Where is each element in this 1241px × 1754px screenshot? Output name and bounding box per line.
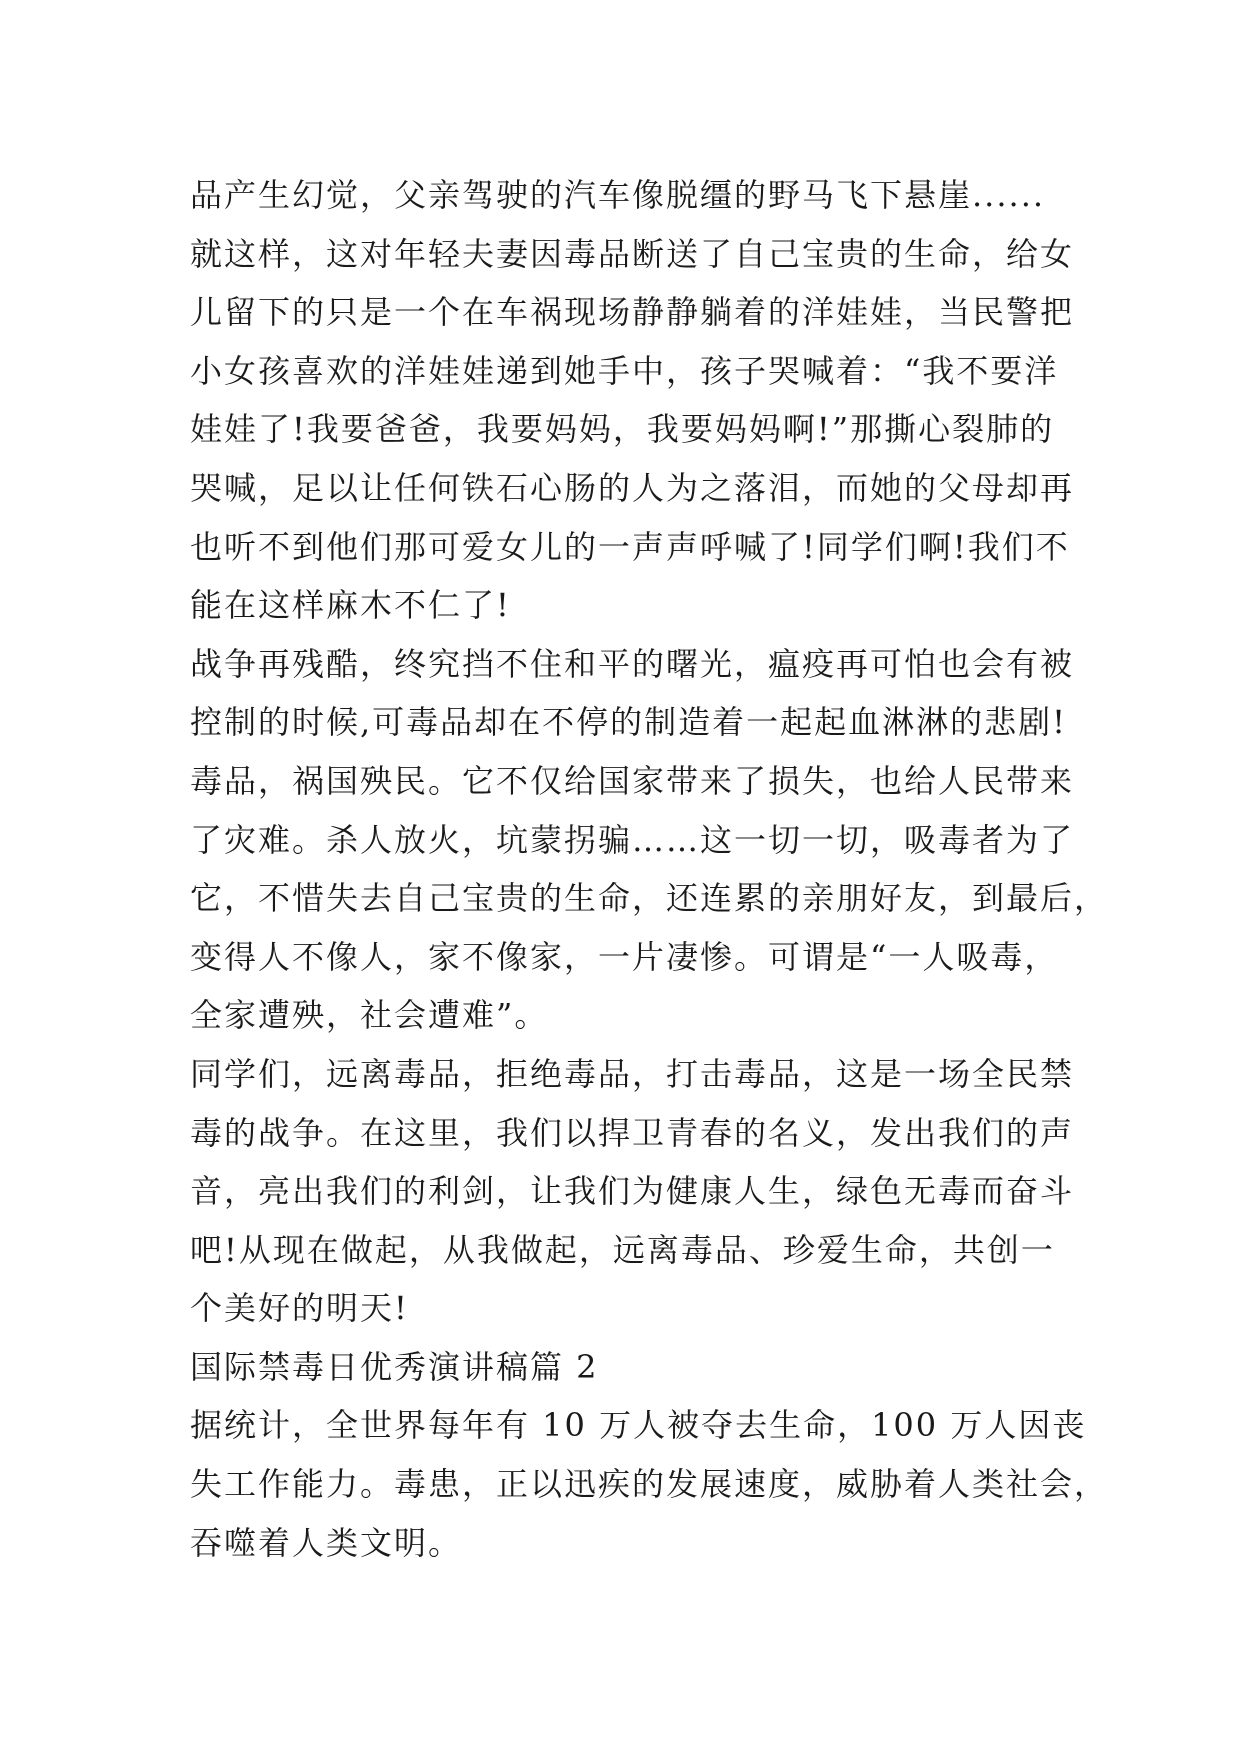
text-line: 音，亮出我们的利剑，让我们为健康人生，绿色无毒而奋斗 <box>190 1172 1075 1211</box>
text-line: 个美好的明天! <box>190 1289 409 1328</box>
text-line: 吞噬着人类文明。 <box>190 1523 463 1562</box>
text-line: 就这样，这对年轻夫妻因毒品断送了自己宝贵的生命，给女 <box>190 234 1075 273</box>
text-line: 战争再残酷，终究挡不住和平的曙光，瘟疫再可怕也会有被 <box>190 644 1075 683</box>
document-body <box>190 166 1109 1572</box>
text-line: 毒的战争。在这里，我们以捍卫青春的名义，发出我们的声 <box>190 1113 1075 1152</box>
text-line: 儿留下的只是一个在车祸现场静静躺着的洋娃娃，当民警把 <box>190 293 1075 332</box>
text-line: 它，不惜失去自己宝贵的生命，还连累的亲朋好友，到最后， <box>190 879 1109 918</box>
text-line: 毒品，祸国殃民。它不仅给国家带来了损失，也给人民带来 <box>190 761 1075 800</box>
text-line: 也听不到他们那可爱女儿的一声声呼喊了!同学们啊!我们不 <box>190 527 1070 566</box>
text-line: 娃娃了!我要爸爸，我要妈妈，我要妈妈啊!”那撕心裂肺的 <box>190 410 1055 449</box>
text-line: 控制的时候,可毒品却在不停的制造着一起起血淋淋的悲剧! <box>190 703 1068 742</box>
text-line: 了灾难。杀人放火，坑蒙拐骗……这一切一切，吸毒者为了 <box>190 820 1075 859</box>
text-line: 品产生幻觉，父亲驾驶的汽车像脱缰的野马飞下悬崖...... <box>190 176 1046 214</box>
text-line: 同学们，远离毒品，拒绝毒品，打击毒品，这是一场全民禁 <box>190 1054 1075 1093</box>
section-heading: 国际禁毒日优秀演讲稿篇 2 <box>190 1347 599 1386</box>
text-line: 吧!从现在做起，从我做起，远离毒品、珍爱生命，共创一 <box>190 1230 1055 1269</box>
text-line: 据统计，全世界每年有 10 万人被夺去生命，100 万人因丧 <box>190 1406 1087 1445</box>
text-line: 失工作能力。毒患，正以迅疾的发展速度，威胁着人类社会， <box>190 1465 1109 1504</box>
text-line: 变得人不像人，家不像家，一片凄惨。可谓是“一人吸毒， <box>190 937 1059 976</box>
text-line: 小女孩喜欢的洋娃娃递到她手中，孩子哭喊着：“我不要洋 <box>190 351 1059 390</box>
text-line: 能在这样麻木不仁了! <box>190 586 511 625</box>
text-line: 全家遭殃，社会遭难”。 <box>190 996 549 1035</box>
text-line: 哭喊，足以让任何铁石心肠的人为之落泪，而她的父母却再 <box>190 468 1075 507</box>
